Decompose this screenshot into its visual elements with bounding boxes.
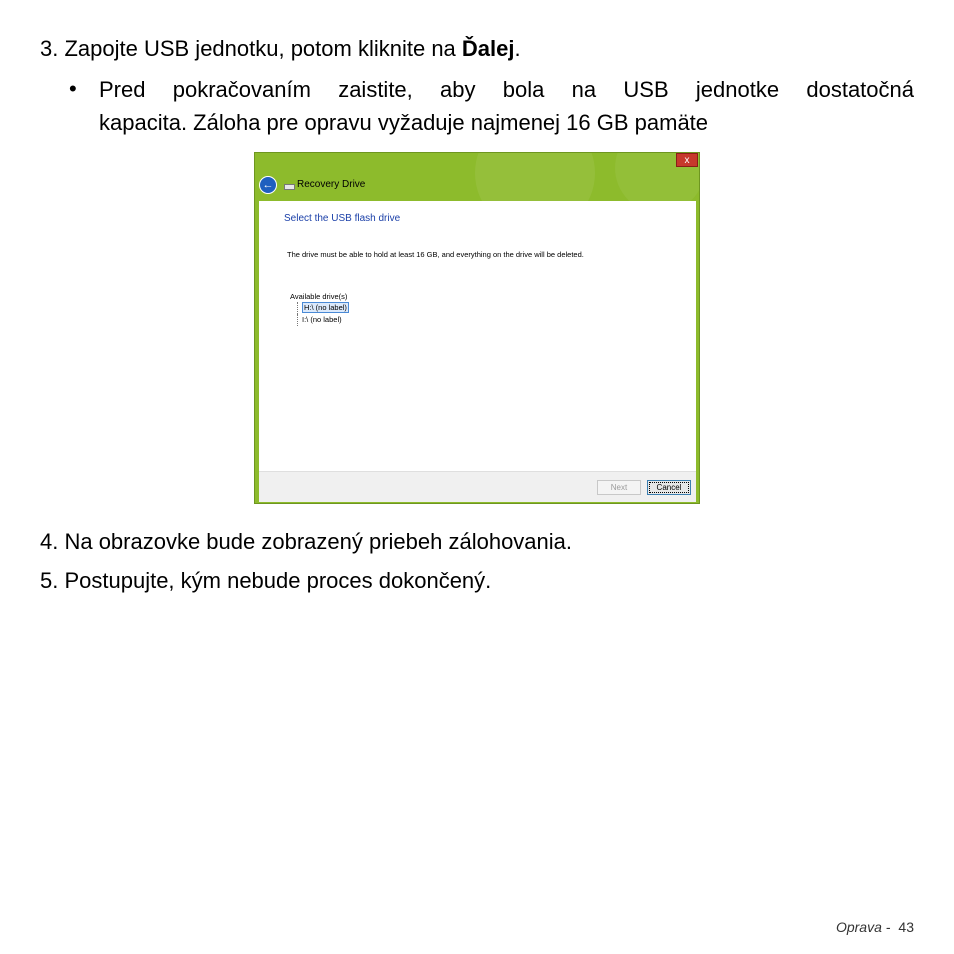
next-button[interactable]: Next: [597, 480, 641, 495]
drive-item-i[interactable]: [297, 314, 349, 326]
dialog-content: [259, 201, 696, 471]
drive-item-label: H:\ (no label): [304, 303, 347, 312]
available-drives-label: Available drive(s): [290, 292, 348, 301]
close-button[interactable]: x: [676, 153, 698, 167]
footer-section: Oprava -: [835, 919, 891, 935]
drive-item-h[interactable]: [297, 302, 349, 314]
bullet-text: [99, 73, 914, 139]
step-3-end: .: [514, 36, 521, 61]
dialog-description: The drive must be able to hold at least 16 GB, and everything on the drive will be deleted.: [287, 250, 584, 259]
cancel-button[interactable]: Cancel: [647, 480, 691, 495]
window-title: Recovery Drive: [297, 179, 366, 190]
tree-connector: [297, 314, 302, 326]
bullet-line-2: kapacita. Záloha pre opravu vyžaduje najmenej 16 GB pamäte: [99, 110, 709, 135]
drive-icon: [284, 184, 295, 190]
drive-list: [297, 302, 349, 326]
tree-connector: [297, 302, 302, 314]
bullet-line-1: Pred pokračovaním zaistite, aby bola na USB jednotke dostatočná: [99, 77, 914, 102]
bullet-mark: •: [69, 76, 77, 101]
page-number: 43: [898, 919, 914, 935]
dialog-heading: Select the USB flash drive: [284, 213, 401, 224]
step-3-next-word: Ďalej: [461, 36, 515, 61]
step-3: [40, 36, 521, 62]
back-arrow-icon[interactable]: ←: [259, 176, 277, 194]
page-footer: [836, 919, 914, 935]
step-3-text: 3. Zapojte USB jednotku, potom kliknite na: [40, 36, 462, 61]
drive-item-label: I:\ (no label): [302, 315, 342, 324]
recovery-drive-window: [254, 152, 700, 504]
step-5: 5. Postupujte, kým nebude proces dokončený.: [40, 568, 492, 593]
dialog-footer: [259, 471, 696, 502]
step-4: 4. Na obrazovke bude zobrazený priebeh zálohovania.: [40, 529, 573, 554]
